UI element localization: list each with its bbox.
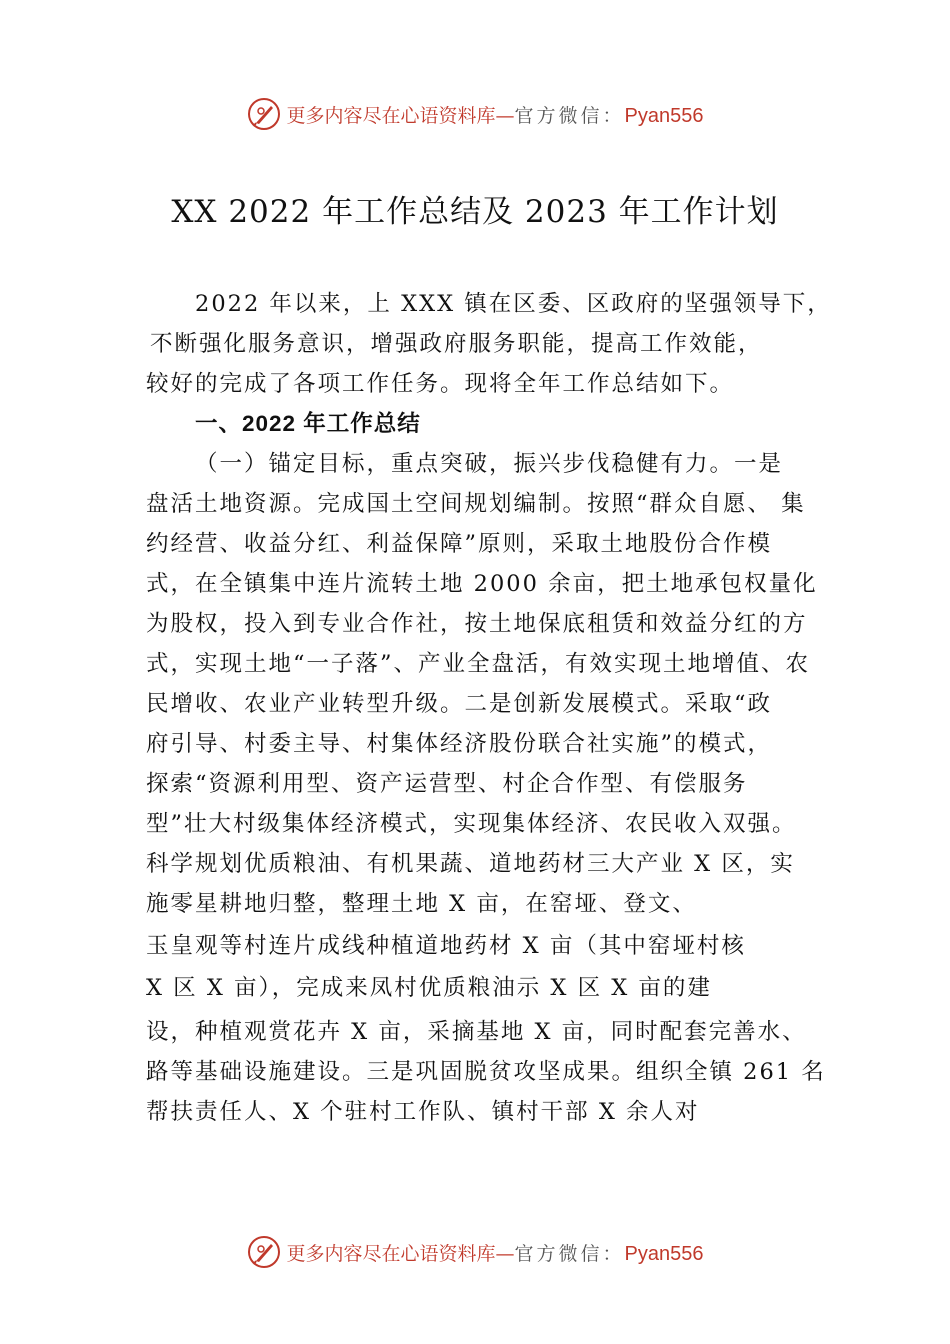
quill-logo-icon	[247, 1235, 281, 1269]
body-line: 式，在全镇集中连片流转土地 2000 余亩，把土地承包权量化	[146, 571, 818, 597]
body-line: 科学规划优质粮油、有机果蔬、道地药材三大产业 X 区，实	[146, 851, 795, 877]
subsection-lead: （一）锚定目标，重点突破，振兴步伐稳健有力。一是	[195, 451, 784, 477]
body-line: 不断强化服务意识，增强政府服务职能，提高工作效能，	[150, 331, 763, 357]
quill-logo-icon	[247, 97, 281, 131]
header-banner	[0, 94, 950, 134]
body-line: 施零星耕地归整，整理土地 X 亩，在窑垭、登文、	[146, 891, 697, 917]
body-line: 府引导、村委主导、村集体经济股份联合社实施”的模式，	[146, 731, 773, 757]
body-line: 较好的完成了各项工作任务。现将全年工作总结如下。	[146, 371, 735, 397]
body-line: 盘活土地资源。完成国土空间规划编制。按照“群众自愿、 集	[146, 491, 806, 517]
body-line: 帮扶责任人、X 个驻村工作队、镇村干部 X 余人对	[146, 1099, 700, 1125]
wechat-account: Pyan556	[624, 1242, 704, 1265]
footer-banner	[0, 1232, 950, 1272]
body-line: 2022 年以来，上 XXX 镇在区委、区政府的坚强领导下，	[195, 291, 832, 317]
banner-text: 更多内容尽在心语资料库—官方微信：Pyan556	[286, 104, 704, 127]
body-line: 约经营、收益分红、利益保障”原则，采取土地股份合作模	[146, 531, 773, 557]
body-line: 玉皇观等村连片成线种植道地药材 X 亩（其中窑垭村核	[146, 933, 746, 959]
banner-text: 更多内容尽在心语资料库—官方微信：Pyan556	[286, 1242, 704, 1265]
body-line: X 区 X 亩），完成来凤村优质粮油示 X 区 X 亩的建	[146, 975, 712, 1001]
body-line: 探索“资源利用型、资产运营型、村企合作型、有偿服务	[146, 771, 748, 797]
body-line: 民增收、农业产业转型升级。二是创新发展模式。采取“政	[146, 691, 773, 717]
section-heading: 一、2022 年工作总结	[195, 411, 421, 436]
body-line: 为股权，投入到专业合作社，按土地保底租赁和效益分红的方	[146, 611, 808, 637]
body-line: 设，种植观赏花卉 X 亩，采摘基地 X 亩，同时配套完善水、	[146, 1019, 807, 1045]
body-line: 型”壮大村级集体经济模式，实现集体经济、农民收入双强。	[146, 811, 797, 837]
body-line: 路等基础设施建设。三是巩固脱贫攻坚成果。组织全镇 261 名	[146, 1059, 826, 1085]
wechat-account: Pyan556	[624, 104, 704, 127]
body-line: 式，实现土地“一子落”、产业全盘活，有效实现土地增值、农	[146, 651, 811, 677]
page-title: XX 2022 年工作总结及 2023 年工作计划	[171, 194, 779, 230]
